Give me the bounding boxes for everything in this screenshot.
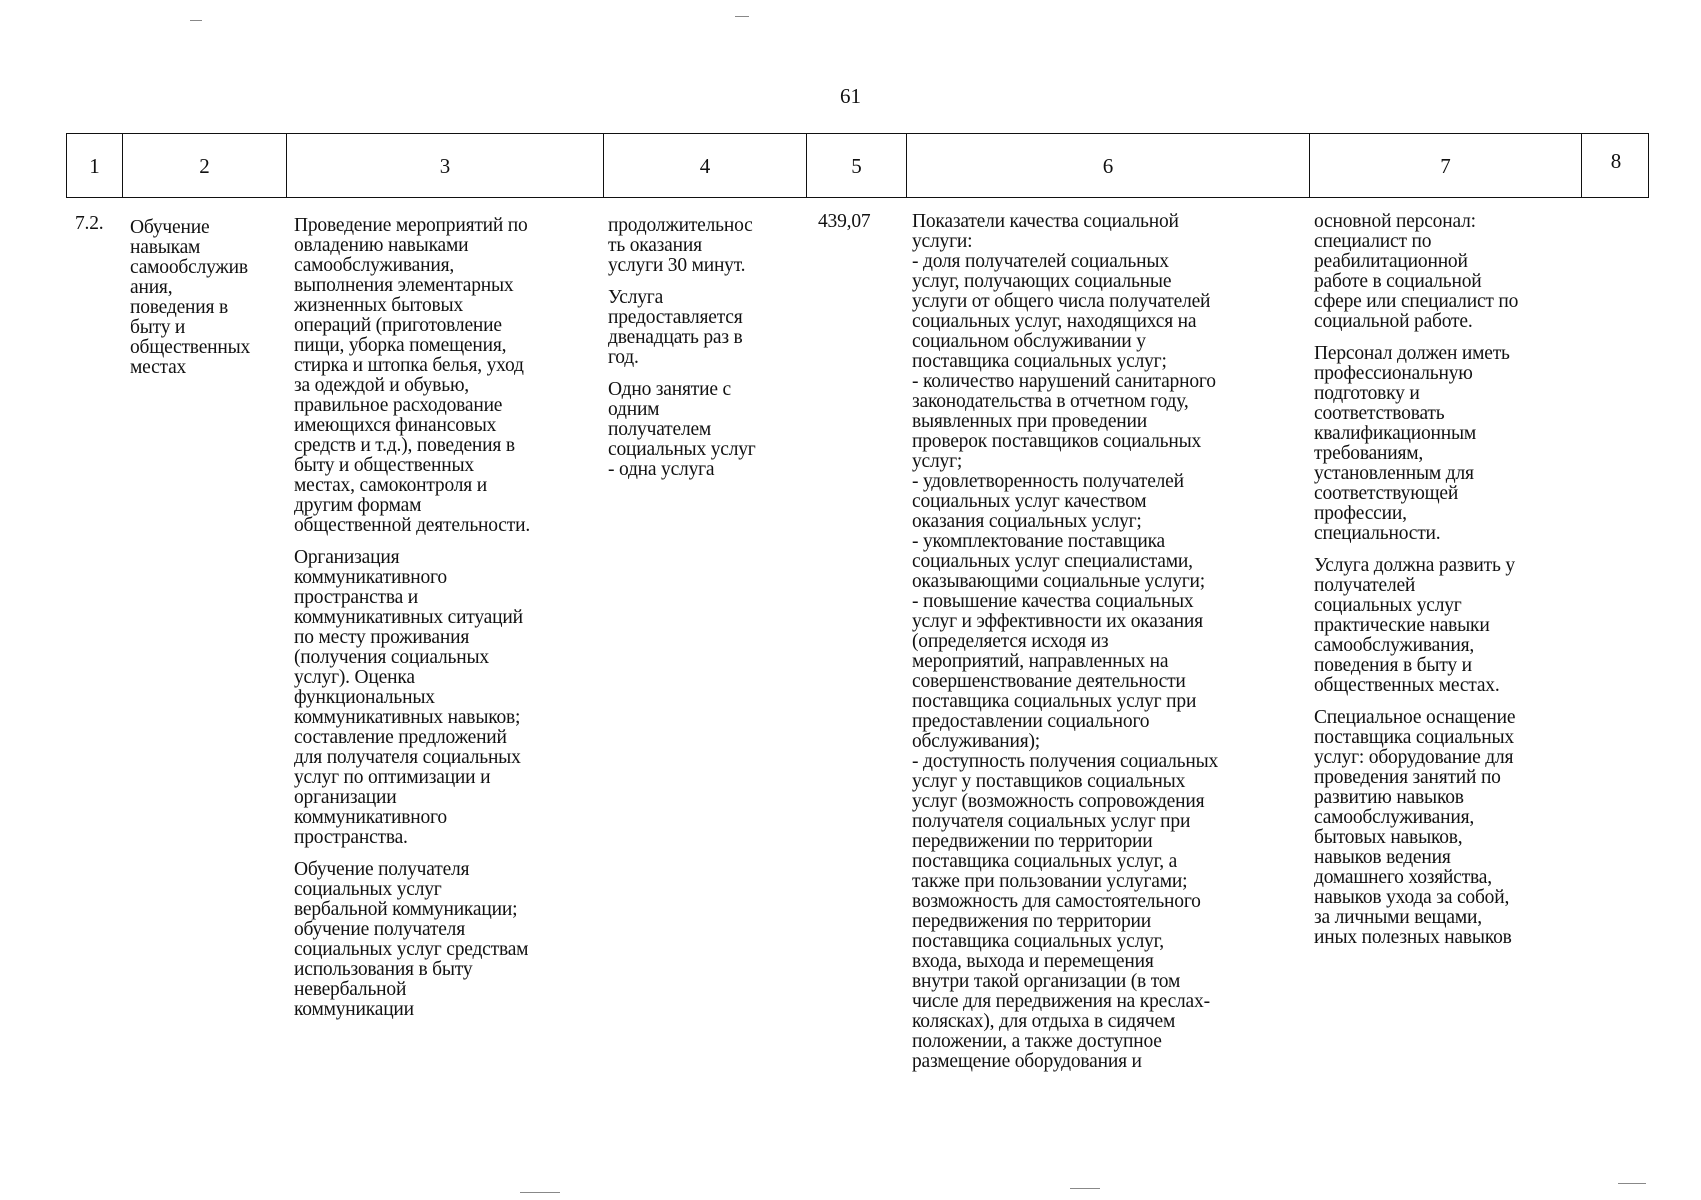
quality-paragraph [912,212,1312,1072]
text-line: социальном обслуживании у [912,331,1146,352]
text-line: иных полезных навыков [1314,927,1512,948]
service-terms [608,216,804,492]
text-line: соответствовать [1314,403,1445,424]
text-line: поставщика социальных услуг, [912,931,1164,952]
text-line: практические навыки [1314,615,1490,636]
description-paragraph [294,860,604,1020]
text-line: стирка и штопка белья, уход [294,355,524,376]
text-line: оказания социальных услуг; [912,511,1142,532]
service-description [294,216,604,1032]
text-line: мероприятий, направленных на [912,651,1169,672]
text-line: правильное расходование [294,395,503,416]
text-line: получателя социальных услуг при [912,811,1191,832]
text-line: быту и общественных [294,455,474,476]
text-line: Показатели качества социальной [912,211,1179,232]
text-line: работе в социальной [1314,271,1482,292]
text-line: домашнего хозяйства, [1314,867,1492,888]
text-line: коммуникативного [294,807,447,828]
terms-paragraph [608,288,804,368]
text-line: услуги от общего числа получателей [912,291,1211,312]
text-line: обслуживания); [912,731,1041,752]
text-line: установленным для [1314,463,1474,484]
text-line: социальной работе. [1314,311,1473,332]
header-cell-7: 7 [1310,134,1582,197]
text-line: общественных [130,337,251,358]
text-line: поведения в быту и [1314,655,1472,676]
text-line: социальных услуг, находящихся на [912,311,1197,332]
text-line: выполнения элементарных [294,275,514,296]
header-cell-6: 6 [907,134,1310,197]
text-line: навыков ухода за собой, [1314,887,1510,908]
text-line: специальности. [1314,523,1441,544]
text-line: социальных услуг [294,879,442,900]
text-line: составление предложений [294,727,507,748]
text-line: год. [608,347,639,368]
service-tariff: 439,07 [818,211,871,232]
text-line: (получения социальных [294,647,489,668]
text-line: - удовлетворенность получателей [912,471,1184,492]
text-line: Обучение получателя [294,859,470,880]
service-conditions [1314,212,1584,960]
text-line: Специальное оснащение [1314,707,1516,728]
table-header-row [66,133,1649,198]
text-line: социальных услуг [608,439,756,460]
text-line: возможность для самостоятельного [912,891,1201,912]
text-line: самообслуживания, [1314,807,1475,828]
text-line: обучение получателя [294,919,465,940]
terms-paragraph [608,216,804,276]
text-line: бытовых навыков, [1314,827,1463,848]
text-line: проведения занятий по [1314,767,1501,788]
text-line: поставщика социальных услуг; [912,351,1167,372]
text-line: самообслужив [130,257,248,278]
text-line: жизненных бытовых [294,295,463,316]
text-line: коммуникативных навыков; [294,707,521,728]
scan-mark [1618,1183,1646,1184]
text-line: социальных услуг специалистами, [912,551,1193,572]
text-line: одним [608,399,660,420]
text-line: колясках), для отдыха в сидячем [912,1011,1176,1032]
text-line: местах [130,357,187,378]
text-line: социальных услуг средствам [294,939,529,960]
text-line: выявленных при проведении [912,411,1148,432]
text-line: профессии, [1314,503,1407,524]
scan-mark [520,1192,560,1193]
text-line: за одеждой и обувью, [294,375,469,396]
text-line: пространства и [294,587,418,608]
text-line: сфере или специалист по [1314,291,1519,312]
text-line: средств и т.д.), поведения в [294,435,515,456]
text-line: имеющихся финансовых [294,415,497,436]
text-line: передвижении по территории [912,831,1153,852]
text-line: получателей [1314,575,1416,596]
scan-mark [1070,1188,1100,1189]
text-line: самообслуживания, [1314,635,1475,656]
text-line: овладению навыками [294,235,469,256]
header-cell-8: 8 [1610,149,1622,173]
text-line: коммуникативных ситуаций [294,607,523,628]
text-line: совершенствование деятельности [912,671,1186,692]
text-line: Услуга должна развить у [1314,555,1515,576]
text-line: социальных услуг [1314,595,1462,616]
text-line: - укомплектование поставщика [912,531,1166,552]
text-line: ания, [130,277,173,298]
text-line: другим формам [294,495,422,516]
text-line: соответствующей [1314,483,1459,504]
text-line: быту и [130,317,186,338]
text-line: общественной деятельности. [294,515,530,536]
scan-mark [190,20,202,21]
text-line: входа, выхода и перемещения [912,951,1154,972]
text-line: требованиям, [1314,443,1424,464]
text-line: вербальной коммуникации; [294,899,518,920]
text-line: поставщика социальных [1314,727,1514,748]
text-line: поставщика социальных услуг при [912,691,1197,712]
header-cell-2: 2 [123,134,287,197]
text-line: законодательства в отчетном году, [912,391,1189,412]
text-line: Услуга [608,287,664,308]
description-paragraph [294,548,604,848]
header-cell-1: 1 [67,134,123,197]
text-line: числе для передвижения на креслах- [912,991,1210,1012]
header-cell-3: 3 [287,134,604,197]
text-line: услуги 30 минут. [608,255,746,276]
description-paragraph [294,216,604,536]
text-line: двенадцать раз в [608,327,743,348]
scan-mark [735,16,749,17]
text-line: квалификационным [1314,423,1477,444]
text-line: по месту проживания [294,627,470,648]
service-name [130,218,286,378]
text-line: социальных услуг качеством [912,491,1147,512]
text-line: Персонал должен иметь [1314,343,1510,364]
text-line: услуг по оптимизации и [294,767,491,788]
text-line: поставщика социальных услуг, а [912,851,1178,872]
text-line: Проведение мероприятий по [294,215,528,236]
text-line: пространства. [294,827,408,848]
header-cell-4: 4 [604,134,807,197]
text-line: коммуникативного [294,567,447,588]
text-line: поведения в [130,297,228,318]
text-line: реабилитационной [1314,251,1468,272]
text-line: специалист по [1314,231,1432,252]
header-cell-5: 5 [807,134,907,197]
row-number: 7.2. [75,213,104,234]
quality-indicators [912,212,1312,1084]
text-line: услуг и эффективности их оказания [912,611,1203,632]
terms-paragraph [608,380,804,480]
conditions-paragraph [1314,212,1584,332]
text-line: (определяется исходя из [912,631,1109,652]
text-line: услуг: оборудование для [1314,747,1514,768]
text-line: профессиональную [1314,363,1473,384]
conditions-paragraph [1314,556,1584,696]
text-line: использования в быту [294,959,473,980]
text-line: - одна услуга [608,459,715,480]
text-line: операций (приготовление [294,315,502,336]
page-number: 61 [840,84,861,108]
text-line: самообслуживания, [294,255,455,276]
text-line: местах, самоконтроля и [294,475,487,496]
text-line: внутри такой организации (в том [912,971,1181,992]
text-line: получателем [608,419,712,440]
text-line: проверок поставщиков социальных [912,431,1202,452]
text-line: - доступность получения социальных [912,751,1219,772]
text-line: функциональных [294,687,435,708]
conditions-paragraph [1314,708,1584,948]
text-line: навыков ведения [1314,847,1451,868]
text-line: - повышение качества социальных [912,591,1194,612]
text-line: Обучение [130,217,210,238]
text-line: услуг; [912,451,963,472]
conditions-paragraph [1314,344,1584,544]
text-line: пищи, уборка помещения, [294,335,507,356]
text-line: за личными вещами, [1314,907,1482,928]
text-line: предоставлении социального [912,711,1150,732]
text-line: услуги: [912,231,973,252]
text-line: подготовку и [1314,383,1420,404]
text-line: общественных местах. [1314,675,1500,696]
text-line: размещение оборудования и [912,1051,1142,1072]
text-line: предоставляется [608,307,743,328]
text-line: для получателя социальных [294,747,521,768]
text-line: невербальной [294,979,407,1000]
text-line: услуг). Оценка [294,667,415,688]
text-line: также при пользовании услугами; [912,871,1188,892]
text-line: навыкам [130,237,201,258]
text-line: услуг, получающих социальные [912,271,1172,292]
text-line: оказывающими социальные услуги; [912,571,1205,592]
text-line: организации [294,787,397,808]
text-line: коммуникации [294,999,414,1020]
text-line: основной персонал: [1314,211,1476,232]
text-line: - доля получателей социальных [912,251,1169,272]
text-line: положении, а также доступное [912,1031,1162,1052]
text-line: Одно занятие с [608,379,731,400]
text-line: услуг (возможность сопровождения [912,791,1205,812]
text-line: развитию навыков [1314,787,1464,808]
text-line: ть оказания [608,235,702,256]
text-line: продолжительнос [608,215,753,236]
text-line: Организация [294,547,400,568]
text-line: - количество нарушений санитарного [912,371,1216,392]
text-line: передвижения по территории [912,911,1151,932]
text-line: услуг у поставщиков социальных [912,771,1186,792]
